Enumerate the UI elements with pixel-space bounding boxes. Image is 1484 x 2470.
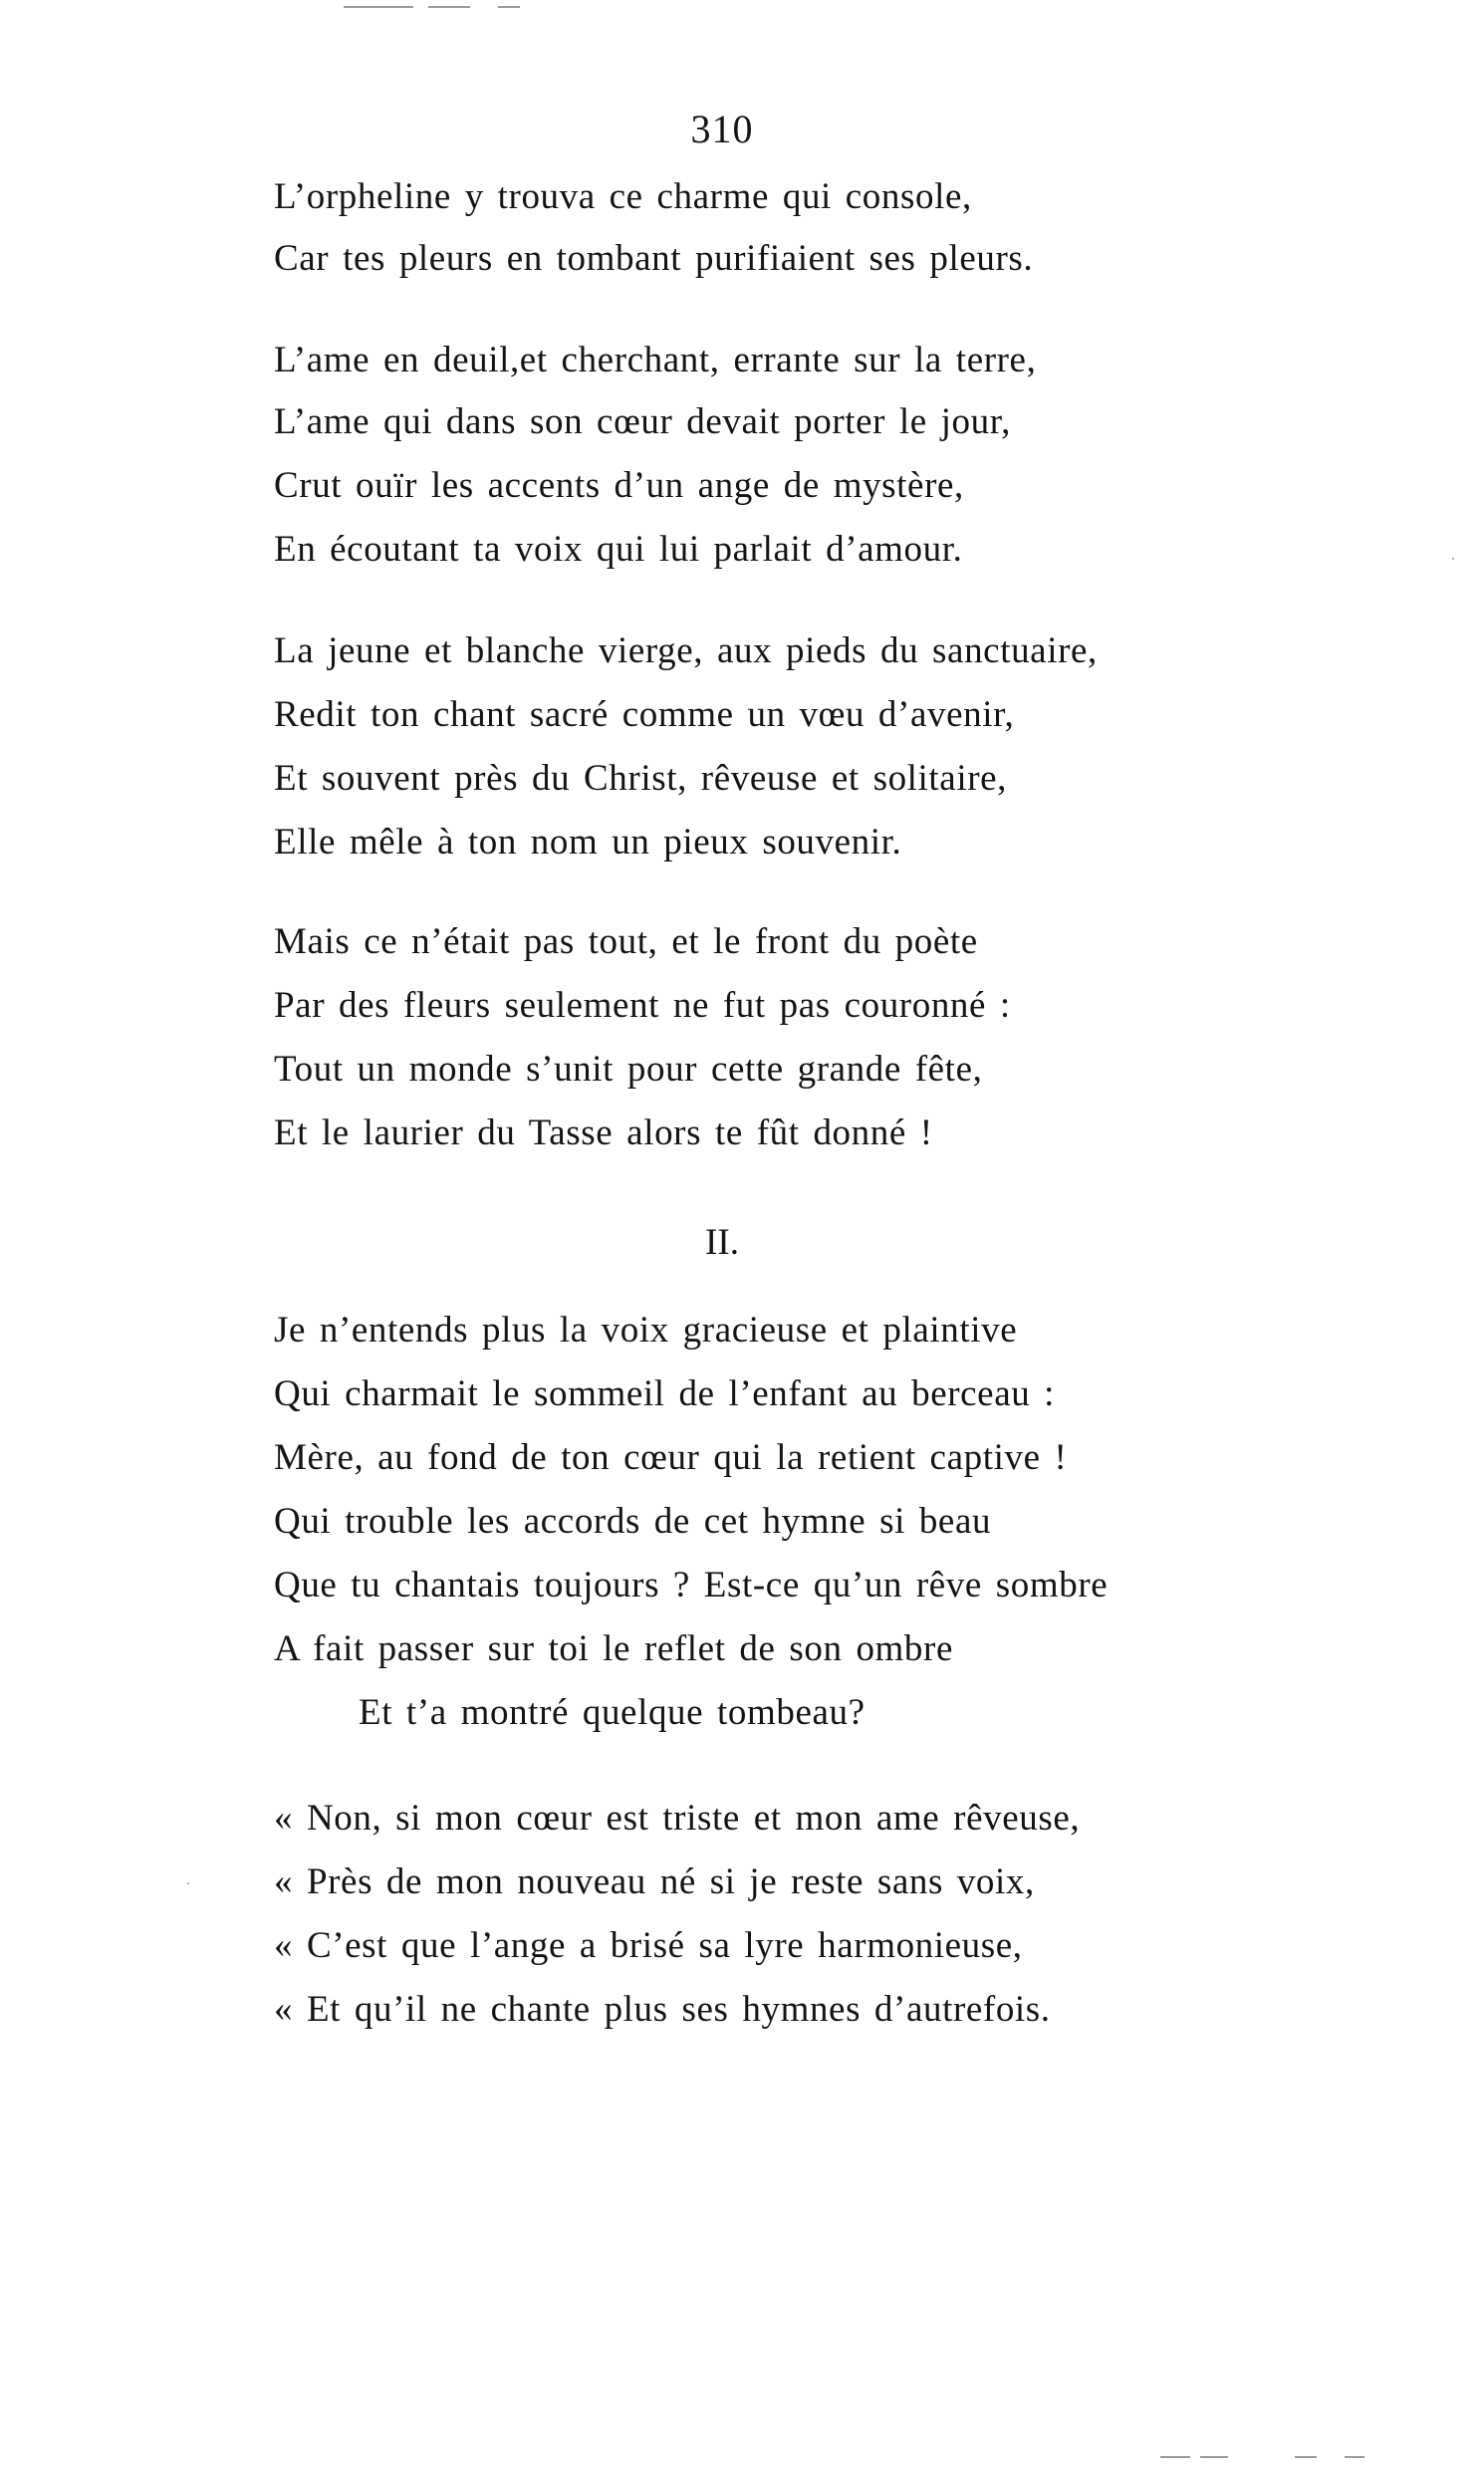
scan-mark xyxy=(498,6,520,8)
verse-line: L’ame qui dans son cœur devait porter le jour, xyxy=(274,401,1012,442)
verse-line: Et souvent près du Christ, rêveuse et solitaire, xyxy=(274,758,1008,799)
scan-mark xyxy=(1345,2456,1364,2458)
verse-line: Que tu chantais toujours ? Est-ce qu’un rêve sombre xyxy=(274,1565,1109,1606)
verse-line: « Non, si mon cœur est triste et mon ame rêveuse, xyxy=(274,1798,1081,1839)
verse-line: La jeune et blanche vierge, aux pieds du sanctuaire, xyxy=(274,630,1098,671)
verse-line: Elle mêle à ton nom un pieux souvenir. xyxy=(274,822,902,863)
verse-line: Et le laurier du Tasse alors te fût donné ! xyxy=(274,1112,933,1153)
verse-line: Tout un monde s’unit pour cette grande fête, xyxy=(274,1049,983,1090)
verse-line: Je n’entends plus la voix gracieuse et plaintive xyxy=(274,1310,1018,1351)
scan-dot xyxy=(1452,558,1454,560)
verse-line: « C’est que l’ange a brisé sa lyre harmonieuse, xyxy=(274,1925,1023,1966)
scan-mark xyxy=(1295,2456,1317,2458)
verse-line: Car tes pleurs en tombant purifiaient ses pleurs. xyxy=(274,238,1034,279)
verse-line: Et t’a montré quelque tombeau? xyxy=(359,1692,866,1733)
verse-line: L’orpheline y trouva ce charme qui console, xyxy=(274,176,972,217)
verse-line: En écoutant ta voix qui lui parlait d’amour. xyxy=(274,529,963,570)
verse-line: Mère, au fond de ton cœur qui la retient captive ! xyxy=(274,1437,1068,1478)
scan-mark xyxy=(428,6,470,8)
scan-mark xyxy=(1200,2456,1228,2458)
verse-line: « Et qu’il ne chante plus ses hymnes d’autrefois. xyxy=(274,1989,1051,2030)
verse-line: A fait passer sur toi le reflet de son ombre xyxy=(274,1628,953,1669)
verse-line: L’ame en deuil,et cherchant, errante sur la terre, xyxy=(274,340,1037,380)
section-heading: II. xyxy=(705,1222,739,1263)
verse-line: « Près de mon nouveau né si je reste sans voix, xyxy=(274,1861,1035,1902)
verse-line: Qui charmait le sommeil de l’enfant au berceau : xyxy=(274,1373,1056,1414)
verse-line: Mais ce n’était pas tout, et le front du poète xyxy=(274,921,978,962)
verse-line: Redit ton chant sacré comme un vœu d’avenir, xyxy=(274,694,1015,735)
verse-line: Qui trouble les accords de cet hymne si beau xyxy=(274,1501,992,1542)
verse-line: Crut ouïr les accents d’un ange de mystère, xyxy=(274,465,964,506)
scan-mark xyxy=(1160,2456,1190,2458)
verse-line: Par des fleurs seulement ne fut pas couronné : xyxy=(274,985,1011,1026)
page-number: 310 xyxy=(690,107,754,151)
scan-dot xyxy=(187,1882,189,1884)
scan-mark xyxy=(344,6,413,8)
